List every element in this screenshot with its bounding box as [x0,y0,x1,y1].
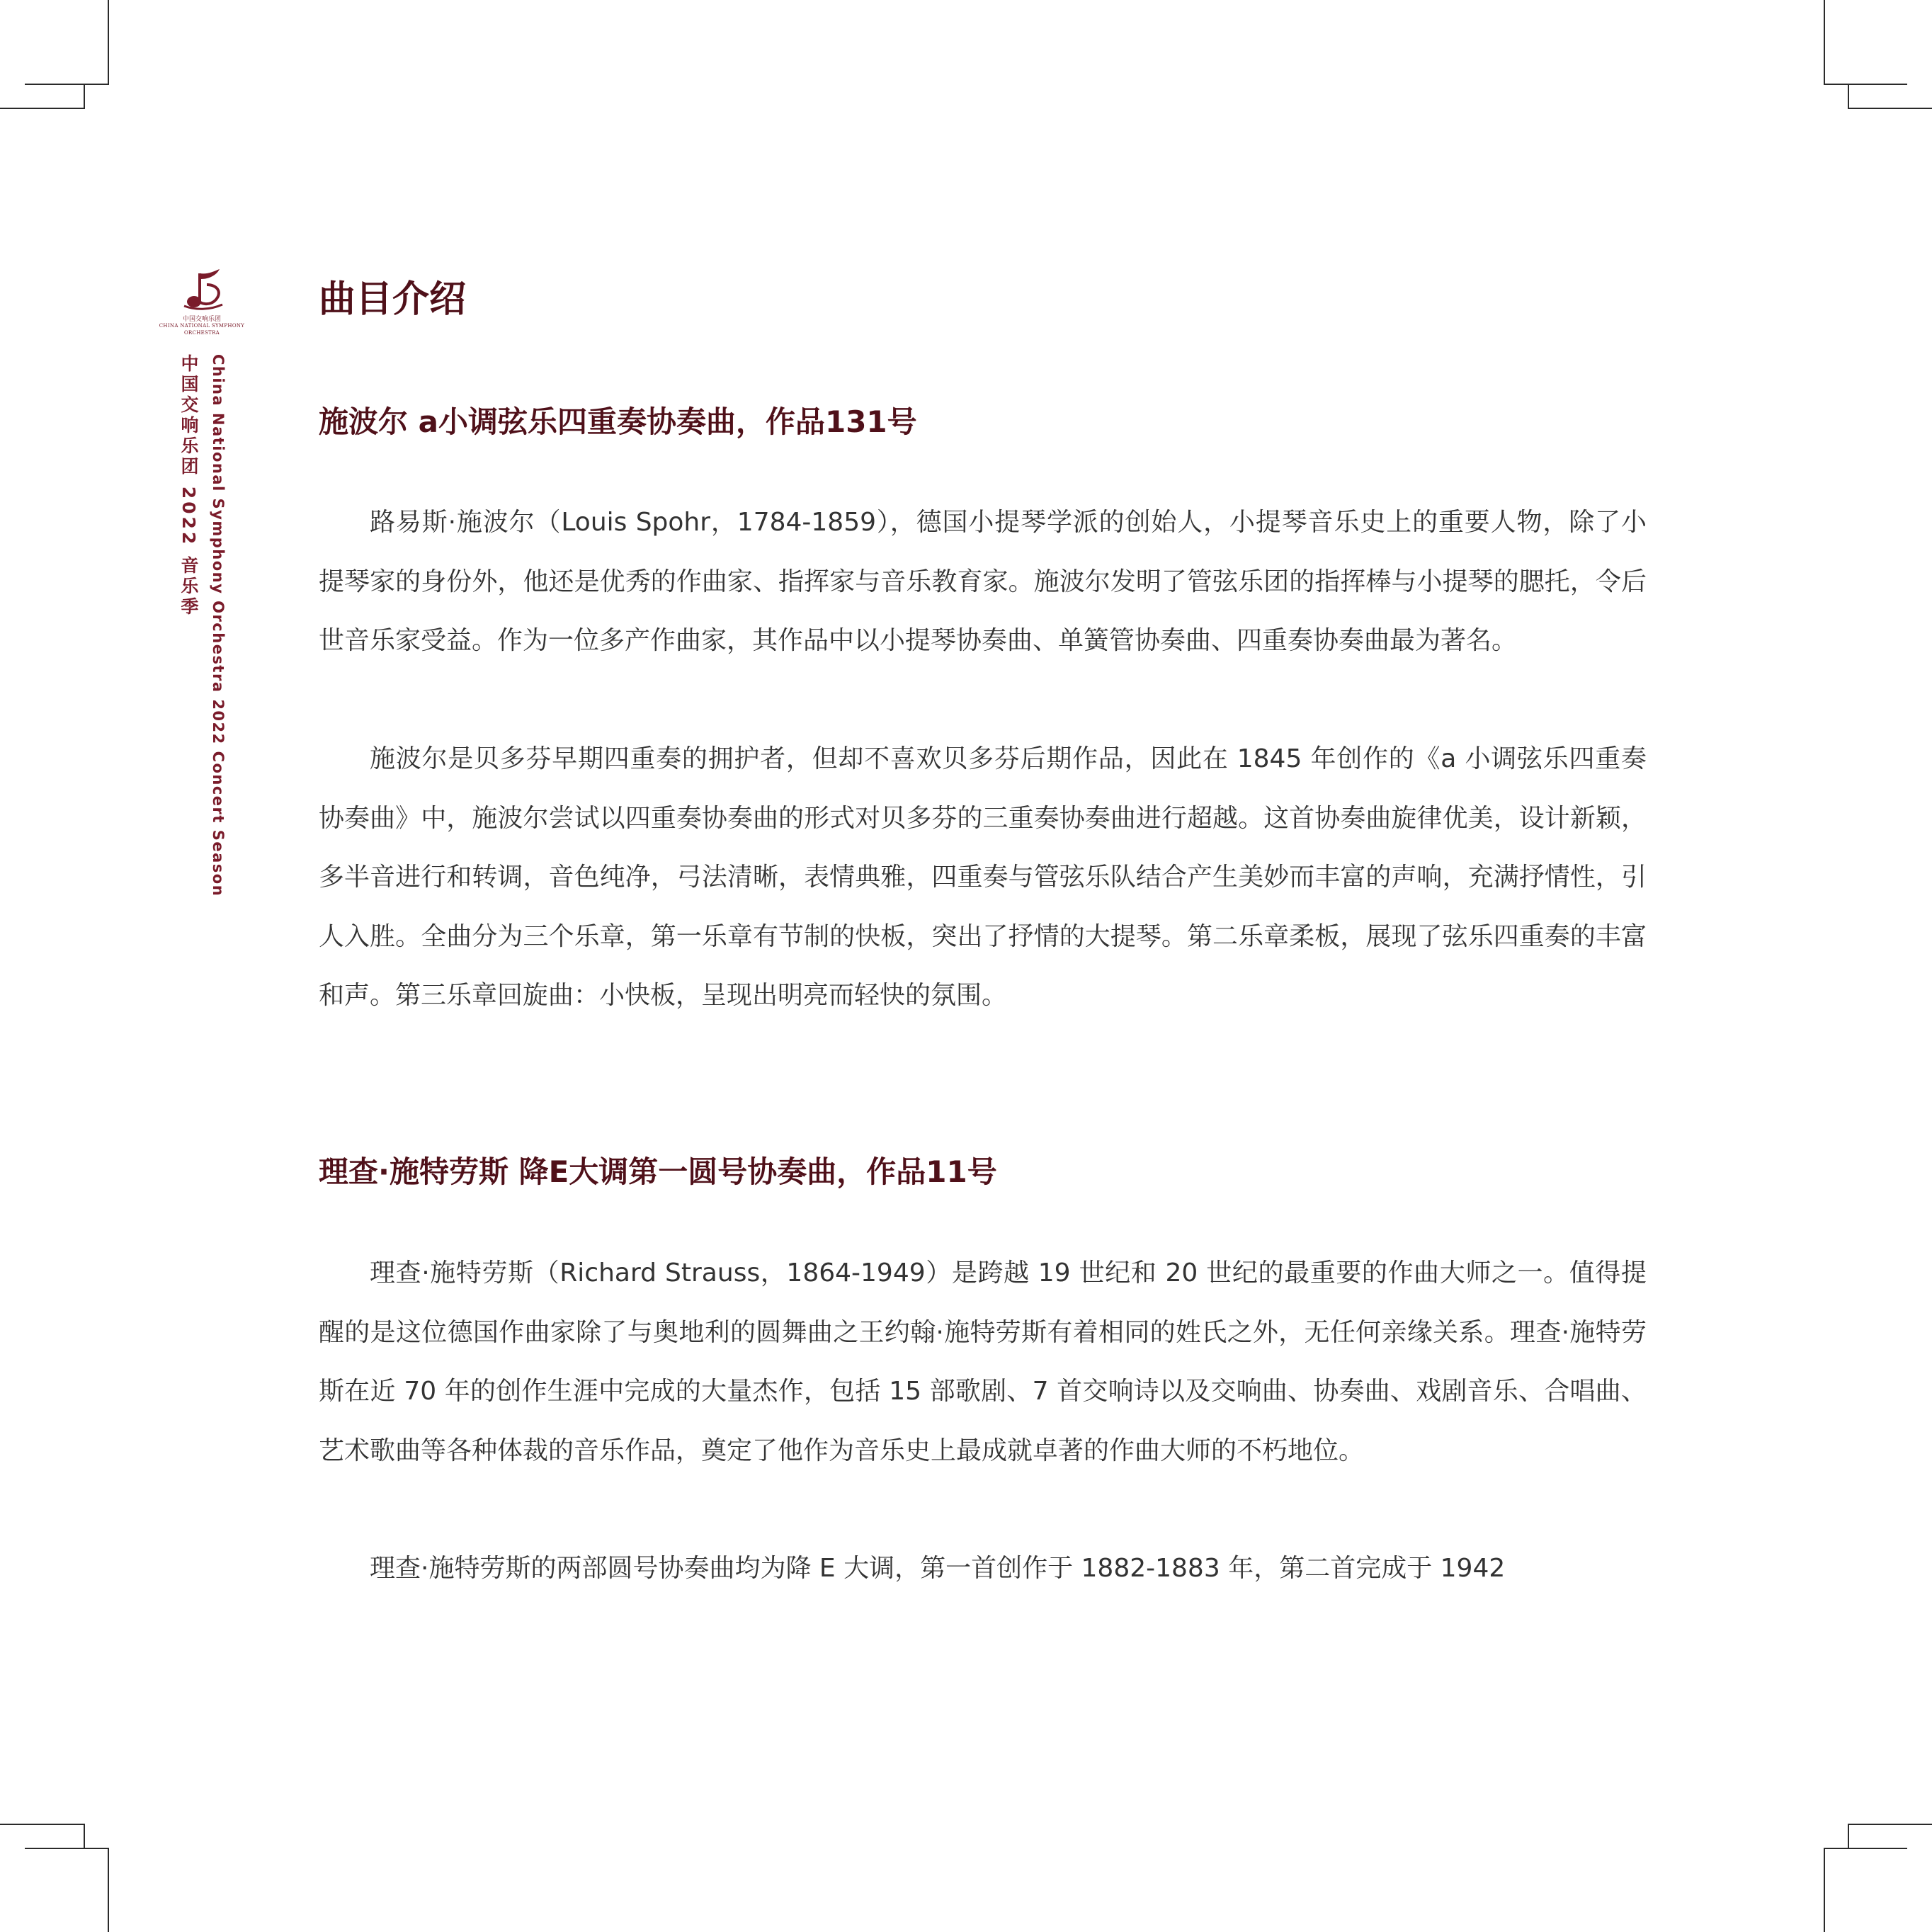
crop-mark [25,1848,108,1849]
crop-mark [1848,1824,1849,1849]
section-paragraph: 路易斯·施波尔（Louis Spohr，1784-1859），德国小提琴学派的创始人，小提琴音乐史上的重要人物，除了小提琴家的身份外，他还是优秀的作曲家、指挥家与音乐教育家。施波尔发明了管弦乐团的指挥棒与小提琴的腮托，令后世音乐家受益。作为一位多产作曲家，其作品中以小提琴协奏曲、单簧管协奏曲、四重奏协奏曲最为著名。 [319,508,1647,655]
crop-mark [1848,1824,1932,1825]
crop-mark [84,84,85,109]
orchestra-logo-icon [178,269,228,313]
crop-mark [0,1824,85,1825]
crop-mark [25,84,108,85]
crop-mark [1824,1848,1907,1849]
crop-mark [1824,0,1825,85]
crop-mark [1824,1848,1825,1932]
crop-mark [108,0,109,85]
section-paragraph: 理查·施特劳斯的两部圆号协奏曲均为降 E 大调，第一首创作于 1882-1883 年，第二首完成于 1942 [370,1554,1506,1583]
section-title: 施波尔 a小调弦乐四重奏协奏曲，作品131号 [319,404,917,439]
crop-mark [1824,84,1907,85]
logo-english-name-line2: ORCHESTRA [183,330,220,336]
crop-mark [1848,84,1849,109]
side-title-chinese: 中国交响乐团 2022 音乐季 [178,354,199,618]
logo-chinese-name: 中国交响乐团 [182,316,221,323]
logo-english-name: CHINA NATIONAL SYMPHONY [159,323,245,329]
crop-mark [108,1848,109,1932]
crop-mark [84,1824,85,1849]
section-title: 理查·施特劳斯 降E大调第一圆号协奏曲，作品11号 [319,1154,997,1189]
side-title-english: China National Symphony Orchestra 2022 Concert Season [210,354,227,897]
page-title: 曲目介绍 [319,278,467,321]
section-paragraph: 施波尔是贝多芬早期四重奏的拥护者，但却不喜欢贝多芬后期作品，因此在 1845 年创作的《a 小调弦乐四重奏协奏曲》中，施波尔尝试以四重奏协奏曲的形式对贝多芬的三重奏协奏曲进行超越。这首协奏曲旋律优美，设计新颖，多半音进行和转调，音色纯净，弓法清晰，表情典雅，四重奏与管弦乐队结合产生美妙而丰富的声响，充满抒情性，引人入胜。全曲分为三个乐章，第一乐章有节制的快板，突出了抒情的大提琴。第二乐章柔板，展现了弦乐四重奏的丰富和声。第三乐章回旋曲：小快板，呈现出明亮而轻快的氛围。 [319,744,1647,1010]
section-paragraph: 理查·施特劳斯（Richard Strauss，1864-1949）是跨越 19 世纪和 20 世纪的最重要的作曲大师之一。值得提醒的是这位德国作曲家除了与奥地利的圆舞曲之王约翰·施特劳斯有着相同的姓氏之外，无任何亲缘关系。理查·施特劳斯在近 70 年的创作生涯中完成的大量杰作，包括 15 部歌剧、7 首交响诗以及交响曲、协奏曲、戏剧音乐、合唱曲、艺术歌曲等各种体裁的音乐作品，奠定了他作为音乐史上最成就卓著的作曲大师的不朽地位。 [319,1258,1647,1465]
crop-mark [0,108,85,109]
crop-mark [1848,108,1932,109]
